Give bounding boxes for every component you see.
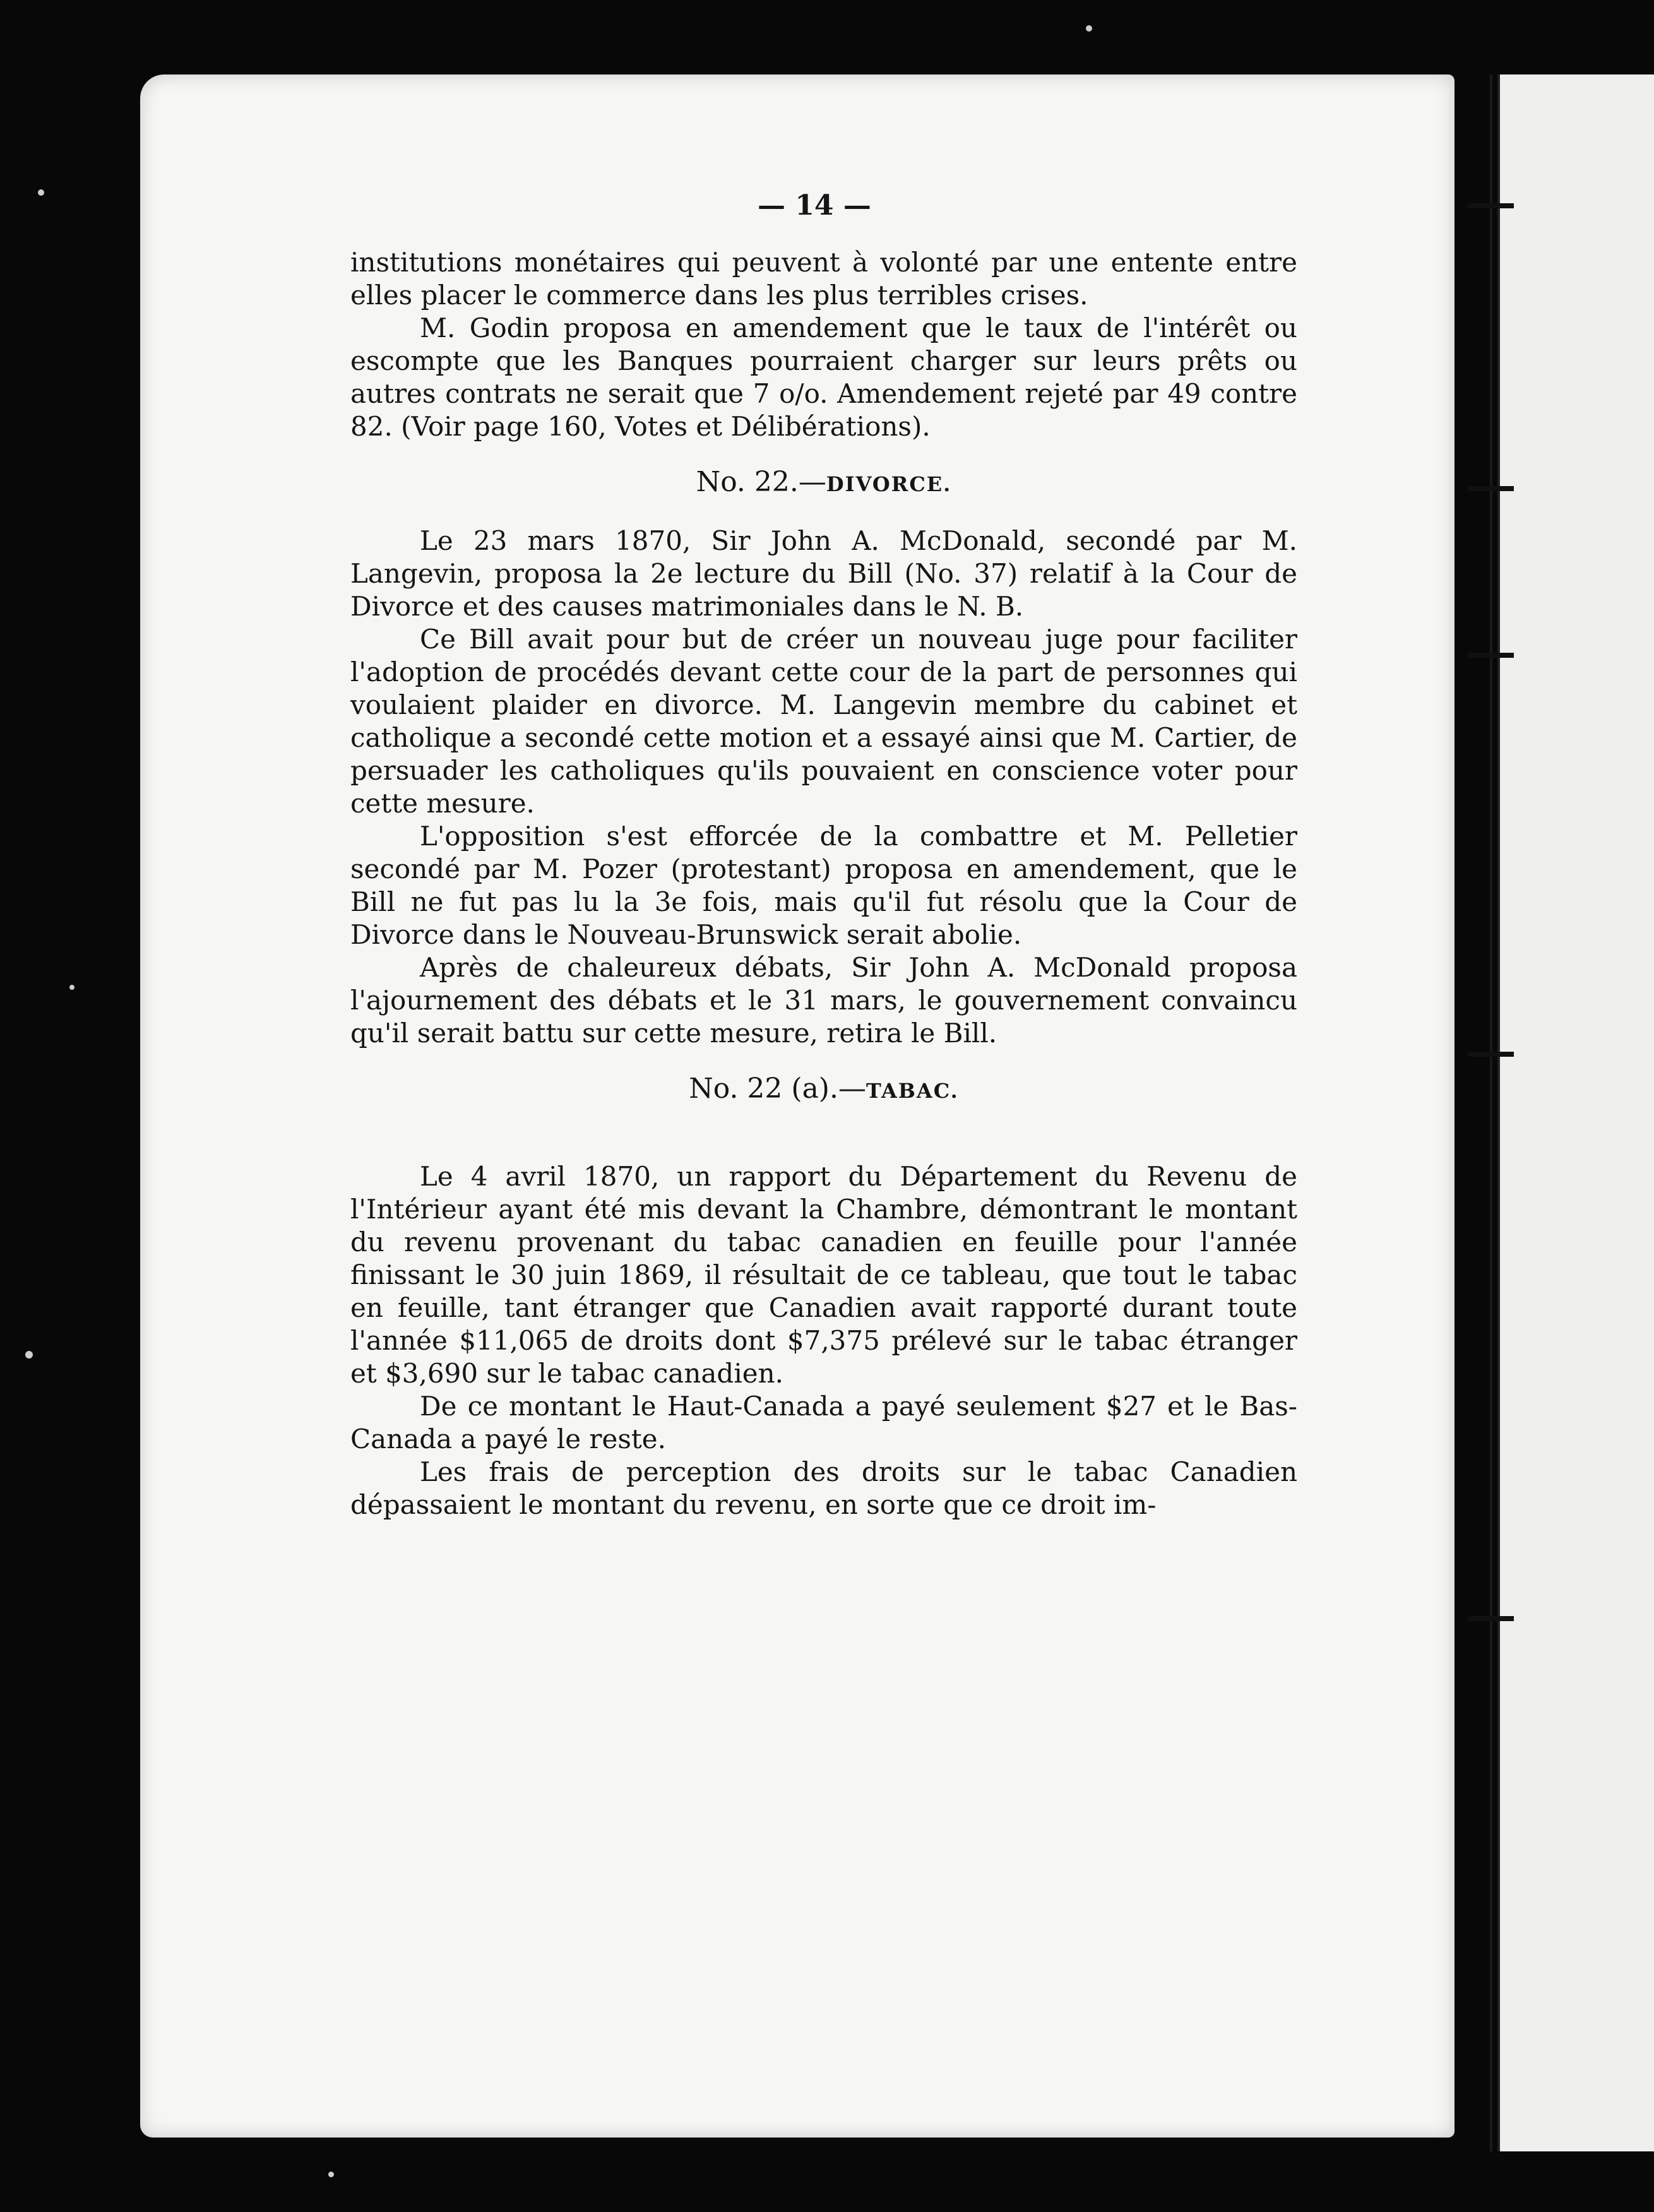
paragraph: Le 4 avril 1870, un rapport du Département du Revenu de l'Intérieur ayant été mis devant la Chambre, démontrant le montant du revenu provenant du tabac canadien en feuille pour l'année finissant le 30 juin 1869, il résultait de ce tableau, que tout le tabac en feuille, tant étranger que Canadien avait rapporté durant toute l'année $11,065 de droits dont $7,375 prélevé sur le tabac étranger et $3,690 sur le tabac canadien. [350,1161,1297,1389]
gutter-mark [1468,486,1514,491]
dust-speck [38,189,44,196]
section-title: DIVORCE. [826,472,952,496]
paragraph: Ce Bill avait pour but de créer un nouveau juge pour faciliter l'adoption de procédés devant cette cour de la part de personnes qui voulaient plaider en divorce. M. Langevin membre du cabinet et catholique a secondé cette motion et a essayé ainsi que M. Cartier, de persuader les catholiques qu'ils pouvaient en conscience voter pour cette mesure. [350,624,1297,819]
page-number: — 14 — [758,189,871,222]
paragraph: Après de chaleureux débats, Sir John A. McDonald proposa l'ajournement des débats et le 31 mars, le gouvernement convaincu qu'il serait battu sur cette mesure, retira le Bill. [350,952,1297,1049]
paragraph: Les frais de perception des droits sur le tabac Canadien dépassaient le montant du revenu, en sorte que ce droit im- [350,1456,1297,1520]
paragraph-continuation: institutions monétaires qui peuvent à volonté par une entente entre elles placer le commerce dans les plus terribles crises. [350,247,1297,311]
gutter-mark [1468,653,1514,658]
section-heading-divorce [350,466,1297,501]
dust-speck [25,1351,33,1359]
gutter-mark [1468,1052,1514,1057]
gutter-mark [1468,203,1514,208]
section-title: TABAC. [866,1079,959,1103]
paragraph: Le 23 mars 1870, Sir John A. McDonald, secondé par M. Langevin, proposa la 2e lecture du Bill (No. 37) relatif à la Cour de Divorce et des causes matrimoniales dans le N. B. [350,525,1297,622]
adjacent-page-edge [1497,74,1654,2151]
page-body [350,189,1297,1521]
dust-speck [1086,25,1092,32]
section-heading-tabac [350,1073,1297,1107]
paragraph: L'opposition s'est efforcée de la combattre et M. Pelletier secondé par M. Pozer (protestant) proposa en amendement, que le Bill ne fut pas lu la 3e fois, mais qu'il fut résolu que la Cour de Divorce dans le Nouveau-Brunswick serait abolie. [350,821,1297,950]
dust-speck [328,2172,334,2177]
section-number: No. 22.— [696,466,826,498]
page-gutter [1490,74,1492,2151]
paragraph: De ce montant le Haut-Canada a payé seulement $27 et le Bas-Canada a payé le reste. [350,1391,1297,1454]
paragraph: M. Godin proposa en amendement que le taux de l'intérêt ou escompte que les Banques pourraient charger sur leurs prêts ou autres contrats ne serait que 7 o/o. Amendement rejeté par 49 contre 82. (Voir page 160, Votes et Délibérations). [350,312,1297,442]
section-number: No. 22 (a).— [689,1073,866,1105]
dust-speck [69,985,74,990]
gutter-mark [1468,1616,1514,1621]
